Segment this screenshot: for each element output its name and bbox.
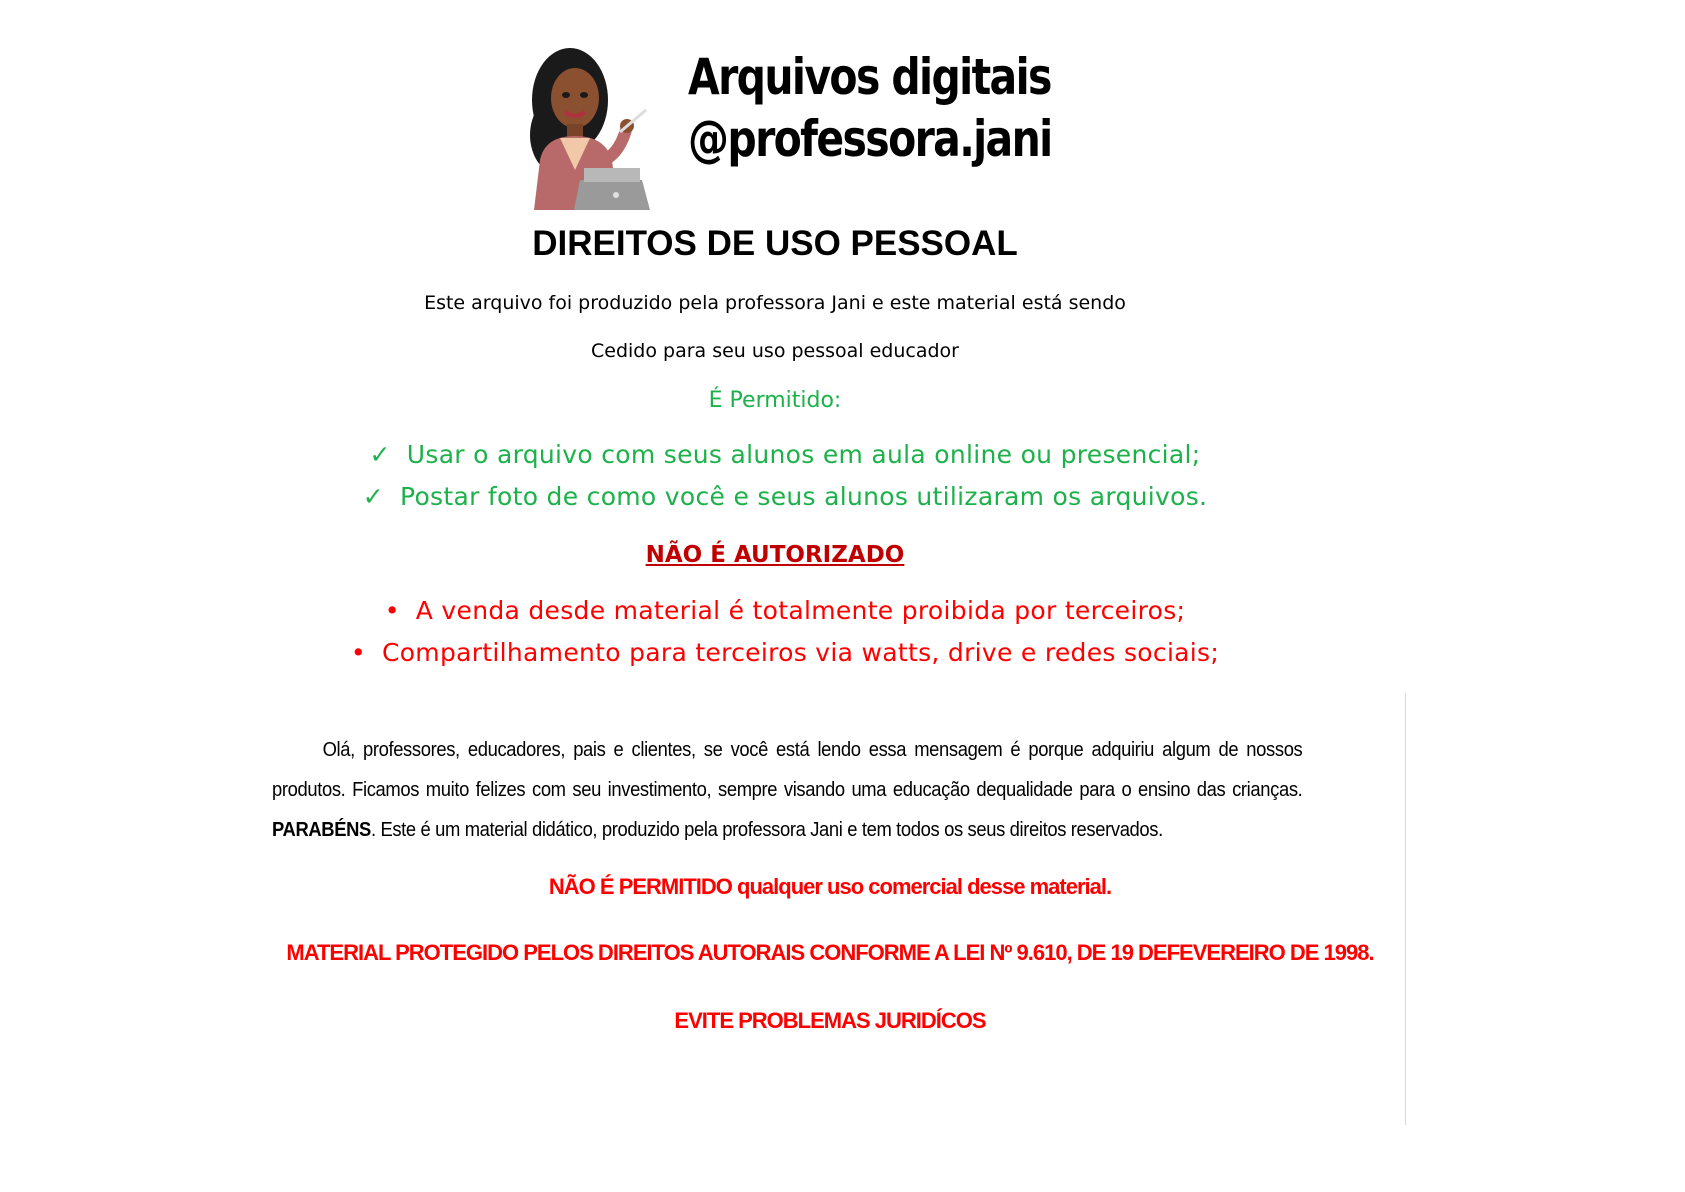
notice-copyright-law: MATERIAL PROTEGIDO PELOS DIREITOS AUTORAIS CONFORME A LEI Nº 9.610, DE 19 DEFEVEREIRO DE 1998. (286, 940, 1374, 965)
message-text-part-1: Olá, professores, educadores, pais e clientes, se você está lendo essa mensagem é porque adquiriu algum de nossos produtos. Ficamos muito felizes com seu investimento, sempre visando uma educação dequalidade para o ensino das crianças. (272, 739, 1303, 801)
message-emphasis: PARABÉNS (272, 819, 371, 841)
notice-legal-warning: EVITE PROBLEMAS JURIDÍCOS (674, 1008, 986, 1033)
message-paragraph (272, 730, 1302, 850)
permitted-item (10, 482, 1560, 511)
forbidden-item-text: Compartilhamento para terceiros via watts, drive e redes sociais; (381, 638, 1220, 667)
bullet-icon: • (384, 596, 400, 625)
intro-line-2: Cedido para seu uso pessoal educador (590, 340, 959, 362)
notice-rest: qualquer uso comercial desse material. (731, 874, 1112, 899)
permitted-item-text: Postar foto de como você e seus alunos utilizaram os arquivos. (399, 482, 1208, 511)
permitted-item-text: Usar o arquivo com seus alunos em aula online ou presencial; (406, 440, 1201, 469)
logo-line-1: Arquivos digitais (688, 48, 1051, 106)
intro-line-1: Este arquivo foi produzido pela professora Jani e este material está sendo (424, 292, 1126, 314)
permitted-heading: É Permitido: (708, 388, 842, 413)
forbidden-heading: NÃO É AUTORIZADO (645, 542, 905, 568)
message-text-part-2: . Este é um material didático, produzido pela professora Jani e tem todos os seus direitos reservados. (370, 819, 1163, 841)
notice-commercial-use (0, 874, 1660, 900)
teacher-illustration-icon (520, 40, 670, 210)
checkmark-icon: ✓ (362, 482, 384, 511)
vertical-divider (1405, 693, 1406, 1125)
checkmark-icon: ✓ (369, 440, 391, 469)
notice-emphasis: NÃO É PERMITIDO (548, 874, 732, 899)
forbidden-item-text: A venda desde material é totalmente proibida por terceiros; (415, 596, 1186, 625)
forbidden-item (10, 638, 1560, 667)
permitted-item (10, 440, 1560, 469)
logo-line-2: @professora.jani (688, 110, 1052, 168)
logo-wordmark (688, 46, 1052, 170)
bullet-icon: • (350, 638, 366, 667)
page-title: DIREITOS DE USO PESSOAL (532, 224, 1018, 263)
forbidden-item (10, 596, 1560, 625)
